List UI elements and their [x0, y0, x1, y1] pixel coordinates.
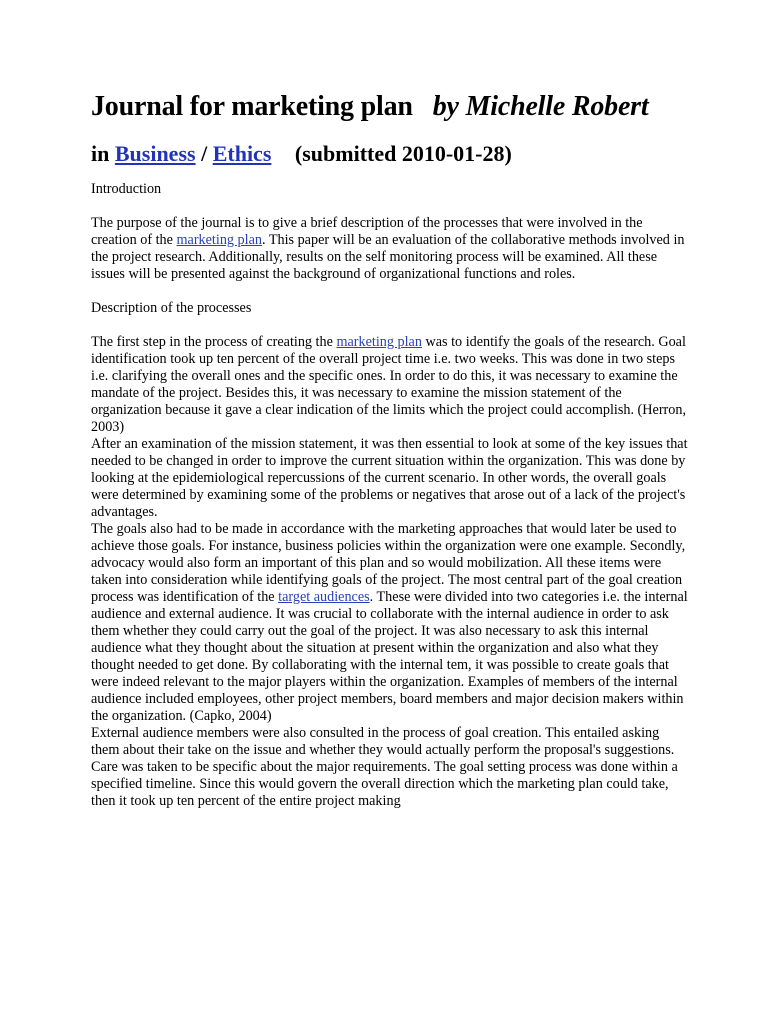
- paragraph-intro: [91, 215, 691, 283]
- paragraph-goals: [91, 521, 691, 725]
- category-link-ethics[interactable]: Ethics: [212, 141, 272, 166]
- category-link-business[interactable]: Business: [114, 141, 196, 166]
- submitted-date: (submitted 2010-01-28): [294, 141, 512, 166]
- paragraph-text: . These were divided into two categories i.e. the internal audience and external audience. It was crucial to collaborate with the internal audience in order to ask them whether they could carry out the goal of the project. It was also necessary to ask this internal audience what they thought about the situation at present within the organization and also what they thought needed to get done. By collaborating with the internal tem, it was possible to create goals that were indeed relevant to the major players within the organization. Examples of members of the internal audience included employees, other project members, board members and major decision makers within the organization. (Capko, 2004): [91, 589, 688, 724]
- meta-prefix: in: [91, 141, 110, 166]
- section-heading-introduction: Introduction: [91, 181, 162, 197]
- title-main: Journal for marketing plan: [91, 91, 413, 122]
- document-page: [91, 90, 691, 810]
- paragraph-first-step: [91, 334, 691, 436]
- paragraph-text: . This paper will be an evaluation of the collaborative methods involved in the project research. Additionally, results on the self monitoring process will be examined. All these issues will be presented against the background of organizational functions and roles.: [91, 232, 685, 282]
- title-author: by Michelle Robert: [432, 91, 649, 122]
- paragraph-text: The goals also had to be made in accordance with the marketing approaches that would later be used to achieve those goals. For instance, business policies within the organization were one example. Secondly, advocacy would also form an important of this plan and so would mobilization. All these items were taken into consideration while identifying goals of the project. The most central part of the goal creation process was identification of the: [91, 521, 686, 605]
- paragraph-text: was to identify the goals of the research. Goal identification took up ten percent of the overall project time i.e. two weeks. This was done in two steps i.e. clarifying the overall ones and the specific ones. In order to do this, it was necessary to examine the mandate of the project. Besides this, it was necessary to examine the mission statement of the organization because it gave a clear indication of the limits which the project could accomplish. (Herron, 2003): [91, 334, 687, 435]
- paragraph-mission: After an examination of the mission statement, it was then essential to look at some of the key issues that needed to be changed in order to improve the current situation within the organization. This was done by looking at the epidemiological repercussions of the current scenario. In other words, the overall goals were determined by examining some of the problems or negatives that arose out of a lack of the project's advantages.: [91, 436, 688, 520]
- article-meta: [91, 140, 691, 168]
- meta-separator: /: [201, 141, 208, 166]
- page-title: [91, 90, 691, 124]
- marketing-plan-link[interactable]: marketing plan: [176, 232, 262, 248]
- target-audiences-link[interactable]: target audiences: [278, 589, 370, 605]
- paragraph-external-audience: External audience members were also consulted in the process of goal creation. This entailed asking them about their take on the issue and whether they would actually perform the proposal's suggestions. Care was taken to be specific about the major requirements. The goal setting process was done within a specified timeline. Since this would govern the overall direction which the marketing plan could take, then it took up ten percent of the entire project making: [91, 725, 678, 809]
- marketing-plan-link[interactable]: marketing plan: [336, 334, 422, 350]
- paragraph-text: The purpose of the journal is to give a brief description of the processes that were involved in the creation of the: [91, 215, 643, 248]
- article-body: [91, 181, 691, 810]
- section-heading-description: Description of the processes: [91, 300, 252, 316]
- paragraph-text: The first step in the process of creating the: [91, 334, 337, 350]
